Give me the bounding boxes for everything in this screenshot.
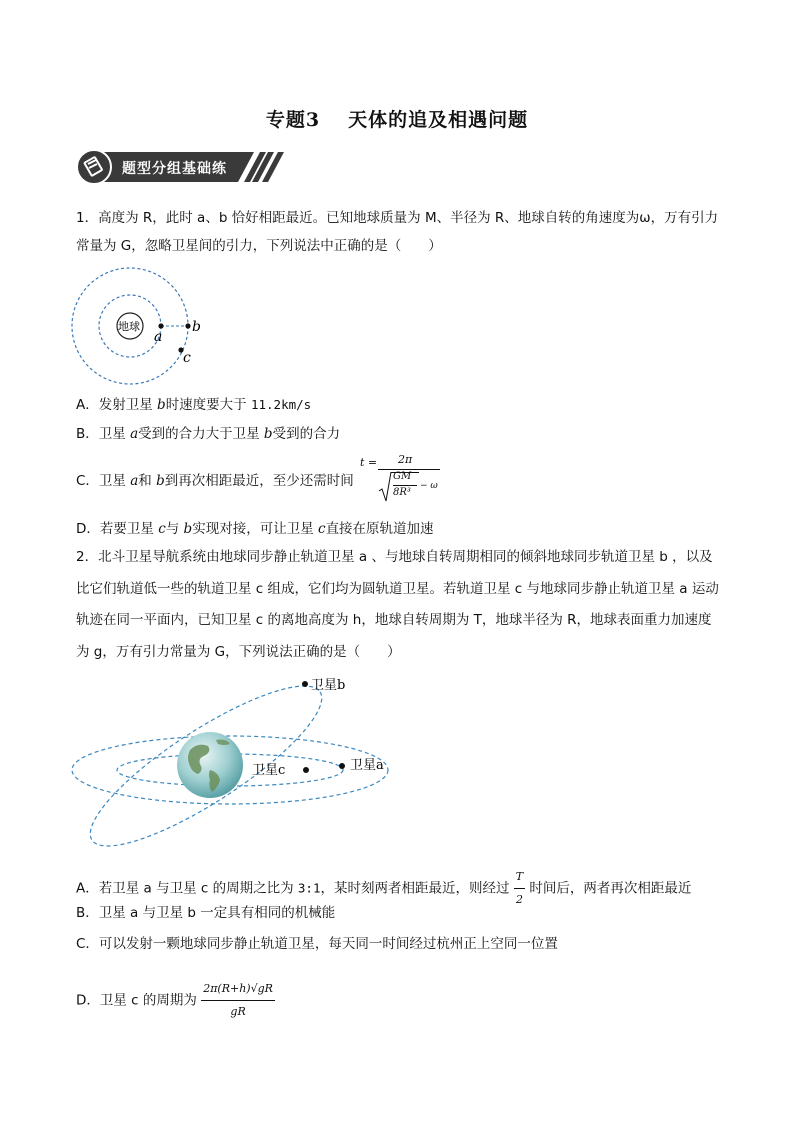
q2-stem-line2: 比它们轨道低一些的轨道卫星 c 组成，它们均为圆轨道卫星。若轨道卫星 c 与地球同步静止轨道卫星 a 运动 xyxy=(76,581,719,597)
satellite-b xyxy=(302,681,308,687)
satellite-a xyxy=(158,323,163,328)
page-title xyxy=(0,105,794,132)
q1-option-a: A．发射卫星 b时速度要大于 11.2km/s xyxy=(76,397,312,413)
q1-option-c: C．卫星 a和 b到再次相距最近，至少还需时间 xyxy=(76,473,354,489)
label-b: b xyxy=(192,319,201,335)
earth-label: 地球 xyxy=(118,320,140,333)
satellite-a xyxy=(339,763,345,769)
q2-option-c: C．可以发射一颗地球同步静止轨道卫星，每天同一时间经过杭州正上空同一位置 xyxy=(76,936,558,952)
q2-option-a: A．若卫星 a 与卫星 c 的周期之比为 3:1，某时刻两者相距最近，则经过 $\frac{T}{2}$ 时间后，两者再次相距最近 xyxy=(76,866,691,911)
q1-option-c-formula: t = 2π GM 8R³ − ω xyxy=(360,452,450,504)
satellite-b xyxy=(185,323,190,328)
label-sat-b: 卫星b xyxy=(311,678,346,693)
q1-stem-line1: 1．高度为 R，此时 a、b 恰好相距最近。已知地球质量为 M、半径为 R、地球自转的角速度为ω，万有引力 xyxy=(76,210,719,226)
label-sat-a: 卫星a xyxy=(350,758,384,773)
q2-stem-line1: 2．北斗卫星导航系统由地球同步静止轨道卫星 a 、与地球自转周期相同的倾斜地球同步轨道卫星 b ，以及 xyxy=(76,549,713,565)
q2-orbit-figure xyxy=(70,672,400,852)
label-a: a xyxy=(154,329,163,345)
q2-stem-line3: 轨迹在同一平面内，已知卫星 c 的离地高度为 h，地球自转周期为 T，地球半径为 R，地球表面重力加速度 xyxy=(76,612,712,628)
title-name: 天体的追及相遇问题 xyxy=(348,109,529,131)
label-sat-c: 卫星c xyxy=(252,763,286,778)
satellite-c xyxy=(303,767,309,773)
q1-option-b: B．卫星 a受到的合力大于卫星 b受到的合力 xyxy=(76,426,341,442)
title-topic: 专题3 xyxy=(265,109,321,131)
q2-stem-line4: 为 g，万有引力常量为 G，下列说法正确的是（ ） xyxy=(76,644,401,660)
label-c: c xyxy=(183,350,191,366)
q1-option-d: D．若要卫星 c与 b实现对接，可让卫星 c直接在原轨道加速 xyxy=(76,521,434,537)
q1-stem-line2: 常量为 G，忽略卫星间的引力，下列说法中正确的是（ ） xyxy=(76,238,442,254)
q2-option-d: D．卫星 c 的周期为 $\frac{2\pi(R+h)√gR}{gR}$ xyxy=(76,978,275,1023)
earth-globe-icon xyxy=(177,732,243,798)
q1-orbit-figure xyxy=(66,262,216,392)
banner-label: 题型分组基础练 xyxy=(122,161,227,177)
q2-option-b: B．卫星 a 与卫星 b 一定具有相同的机械能 xyxy=(76,905,336,921)
